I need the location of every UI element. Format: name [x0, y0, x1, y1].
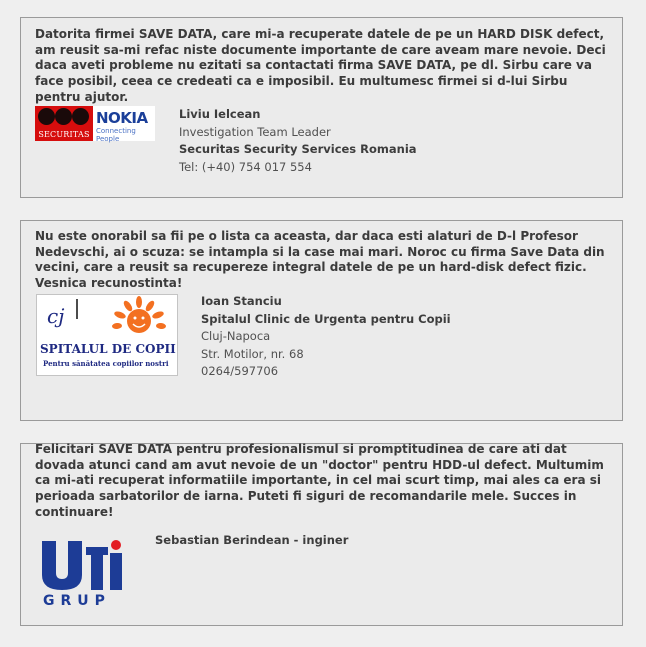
testimonial-author — [155, 532, 348, 550]
author-phone: 0264/597706 — [201, 364, 279, 378]
securitas-logo — [35, 106, 93, 141]
uti-grup-logo — [40, 539, 126, 611]
nokia-tagline: Connecting People — [96, 127, 136, 143]
testimonial-card-3 — [20, 443, 623, 626]
spital-logo-title: SPITALUL DE COPII — [40, 342, 176, 356]
testimonial-text: Nu este onorabil sa fii pe o lista ca aceasta, dar daca esti alaturi de D-l Profesor Nedevschi, ai o scuza: se intampla si la case mai mari. Noroc cu firma Save Data din vecini, care a reusit sa recupereze integral datele de pe un hard-disk defect fizic. Vesnica recunostinta! — [35, 229, 605, 291]
nokia-logo — [93, 106, 155, 141]
uti-icon — [40, 539, 126, 591]
author-name: Liviu Ielcean — [179, 107, 261, 121]
sun-icon — [37, 295, 177, 341]
testimonial-card-1 — [20, 17, 623, 198]
testimonial-text: Felicitari SAVE DATA pentru profesionalismul si promptitudinea de care ati dat dovada atunci cand am avut nevoie de un "doctor" pentru HDD-ul defect. Multumim ca mi-ati recuperat informatiile importante, in cel mai scurt timp, mai ales ca era si perioada sarbatorilor de iarna. Puteti fi siguri de recomandarile mele. Succes in continuare! — [35, 442, 604, 519]
author-role: Investigation Team Leader — [179, 124, 331, 139]
author-name: Sebastian Berindean - inginer — [155, 533, 349, 547]
testimonial-author — [179, 106, 417, 176]
spitalul-de-copii-logo — [36, 294, 178, 376]
nokia-logo-text: NOKIA — [96, 109, 148, 127]
securitas-nokia-logo — [35, 106, 155, 141]
securitas-logo-text: SECURITAS — [38, 130, 90, 139]
testimonial-author — [201, 293, 451, 381]
author-street: Str. Motilor, nr. 68 — [201, 346, 304, 361]
author-phone: Tel: (+40) 754 017 554 — [179, 159, 312, 174]
author-city: Cluj-Napoca — [201, 329, 271, 343]
testimonial-text: Datorita firmei SAVE DATA, care mi-a recuperate datele de pe un HARD DISK defect, am reusit sa-mi refac niste documente importante de care aveam mare nevoie. Deci daca aveti probleme nu ezitati sa contactati firma SAVE DATA, pe dl. Sirbu care va face posibil, ceea ce credeati ca e imposibil. Eu multumesc firmei si d-lui Sirbu pentru ajutor. — [35, 27, 606, 104]
author-name: Ioan Stanciu — [201, 294, 282, 308]
author-company: Spitalul Clinic de Urgenta pentru Copii — [201, 311, 451, 326]
spital-logo-subtitle: Pentru sănătatea copiilor nostri — [43, 359, 169, 368]
uti-grup-text: GRUP — [43, 593, 111, 609]
author-company: Securitas Security Services Romania — [179, 142, 417, 156]
svg-text:cj: cj — [47, 304, 65, 328]
testimonial-card-2 — [20, 220, 623, 421]
